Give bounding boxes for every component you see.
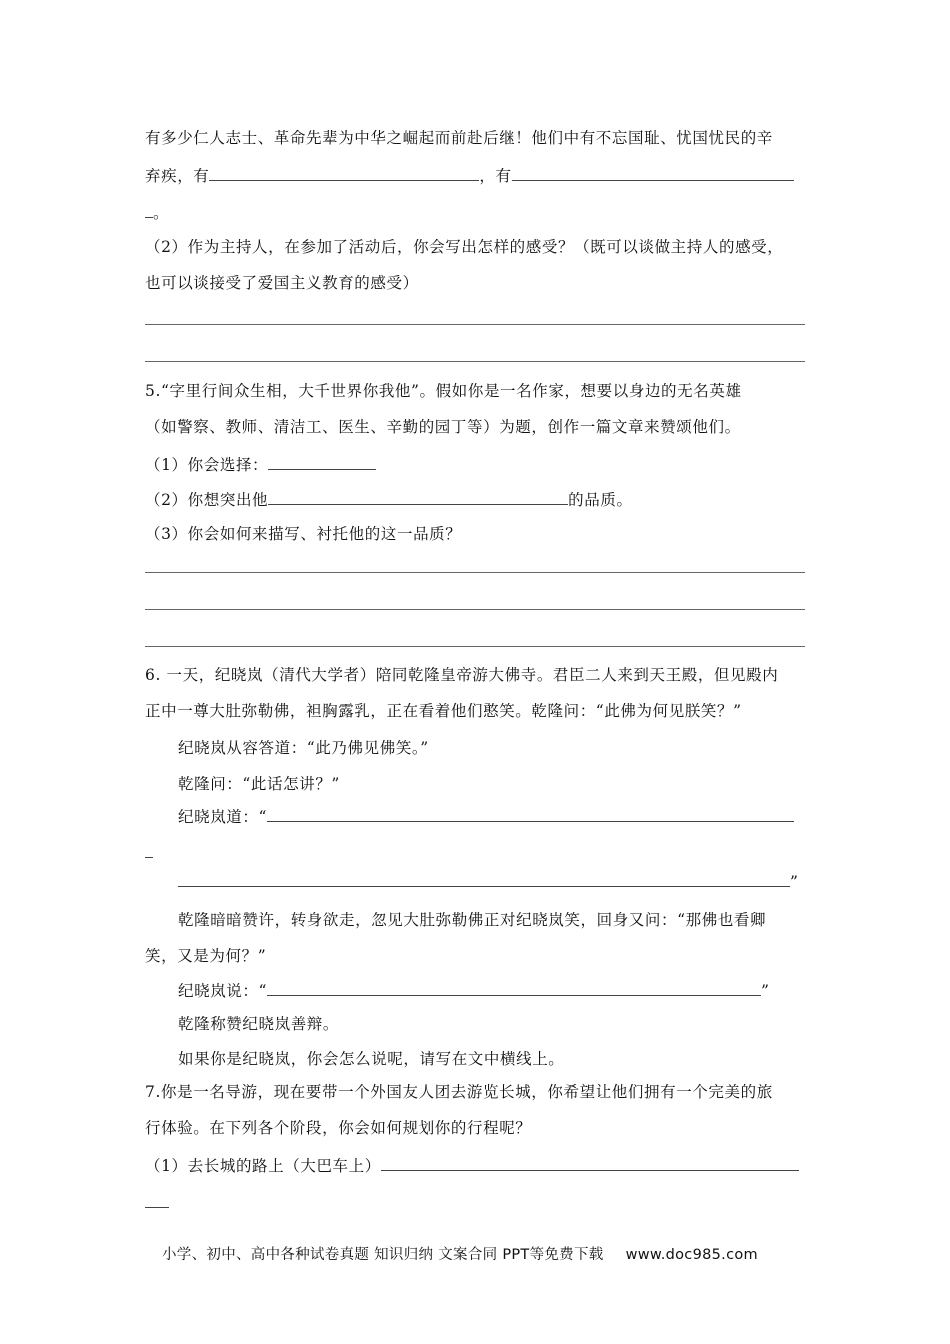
answer-line[interactable] bbox=[145, 572, 805, 573]
q4-text-line-2-mid: ，有 bbox=[479, 167, 512, 185]
q4-text-line-3 bbox=[145, 200, 805, 224]
q6-text-line-2: 正中一尊大肚弥勒佛，袒胸露乳，正在看着他们憨笑。乾隆问：“此佛为何见朕笑？” bbox=[145, 702, 742, 720]
q6-line-10-end: ” bbox=[761, 982, 770, 1000]
q7-text-line-2: 行体验。在下列各个阶段，你会如何规划你的行程呢？ bbox=[145, 1119, 532, 1137]
answer-blank[interactable] bbox=[381, 1153, 799, 1171]
page-footer bbox=[162, 1245, 758, 1265]
answer-blank[interactable] bbox=[178, 869, 790, 887]
answer-blank[interactable] bbox=[145, 200, 153, 218]
q5-sub2 bbox=[145, 487, 805, 511]
q5-sub1 bbox=[145, 452, 805, 476]
q7-sub1 bbox=[145, 1153, 805, 1177]
q5-sub2-label: （2）你想突出他 bbox=[145, 491, 269, 509]
q5-text-line-2: （如警察、教师、清洁工、医生、辛勤的园丁等）为题，创作一篇文章来赞颂他们。 bbox=[145, 418, 741, 436]
q6-text-line-3: 纪晓岚从容答道：“此乃佛见佛笑。” bbox=[178, 739, 429, 757]
q6-text-line-6 bbox=[145, 840, 805, 864]
q6-text-line-12: 如果你是纪晓岚，你会怎么说呢，请写在文中横线上。 bbox=[178, 1050, 565, 1068]
q6-text-line-9: 笑，又是为何？” bbox=[145, 947, 267, 965]
answer-line[interactable] bbox=[145, 646, 805, 647]
answer-blank[interactable] bbox=[267, 978, 761, 996]
q4-sub2-line-1: （2）作为主持人，在参加了活动后，你会写出怎样的感受？（既可以谈做主持人的感受， bbox=[145, 238, 784, 256]
q7-sub1-label: （1）去长城的路上（大巴车上） bbox=[145, 1157, 381, 1175]
answer-blank[interactable] bbox=[268, 487, 568, 505]
q6-text-line-8: 乾隆暗暗赞许，转身欲走，忽见大肚弥勒佛正对纪晓岚笑，回身又问：“那佛也看卿 bbox=[178, 911, 767, 929]
q4-text-line-2-start: 弃疾，有 bbox=[145, 167, 210, 185]
answer-line[interactable] bbox=[145, 324, 805, 325]
q6-text-line-4: 乾隆问：“此话怎讲？” bbox=[178, 775, 340, 793]
answer-blank[interactable] bbox=[209, 163, 479, 181]
footer-text: 小学、初中、高中各种试卷真题 知识归纳 文案合同 PPT等免费下载 bbox=[162, 1247, 604, 1263]
q6-text-line-10 bbox=[178, 978, 805, 1002]
footer-url[interactable]: www.doc985.com bbox=[625, 1247, 758, 1263]
answer-blank[interactable] bbox=[145, 840, 153, 858]
q7-sub1-continuation bbox=[145, 1190, 805, 1214]
q5-sub2-end: 的品质。 bbox=[568, 491, 633, 509]
q7-text-line-1: 7.你是一名导游，现在要带一个外国友人团去游览长城，你希望让他们拥有一个完美的旅 bbox=[145, 1083, 773, 1101]
answer-line[interactable] bbox=[145, 361, 805, 362]
answer-blank[interactable] bbox=[145, 1190, 169, 1208]
answer-blank[interactable] bbox=[512, 163, 794, 181]
q5-text-line-1: 5.“字里行间众生相，大千世界你我他”。假如你是一名作家，想要以身边的无名英雄 bbox=[145, 382, 742, 400]
answer-blank[interactable] bbox=[267, 804, 794, 822]
q4-text-line-2 bbox=[145, 163, 805, 187]
q4-text-line-1: 有多少仁人志士、革命先辈为中华之崛起而前赴后继！他们中有不忘国耻、忧国忧民的辛 bbox=[145, 129, 773, 147]
q6-text-line-7 bbox=[178, 869, 805, 893]
q5-sub1-label: （1）你会选择： bbox=[145, 456, 269, 474]
answer-line[interactable] bbox=[145, 609, 805, 610]
q6-text-line-5 bbox=[178, 804, 805, 828]
q5-sub3: （3）你会如何来描写、衬托他的这一品质？ bbox=[145, 525, 462, 543]
q6-text-line-11: 乾隆称赞纪晓岚善辩。 bbox=[178, 1015, 340, 1033]
q6-line-5-start: 纪晓岚道：“ bbox=[178, 808, 268, 826]
q6-text-line-1: 6. 一天，纪晓岚（清代大学者）陪同乾隆皇帝游大佛寺。君臣二人来到天王殿，但见殿内 bbox=[145, 666, 779, 684]
q6-line-10-start: 纪晓岚说：“ bbox=[178, 982, 268, 1000]
q4-text-line-3-end: 。 bbox=[153, 204, 170, 222]
q6-line-7-end: ” bbox=[790, 873, 799, 891]
answer-blank[interactable] bbox=[268, 452, 376, 470]
q4-sub2-line-2: 也可以谈接受了爱国主义教育的感受） bbox=[145, 274, 419, 292]
